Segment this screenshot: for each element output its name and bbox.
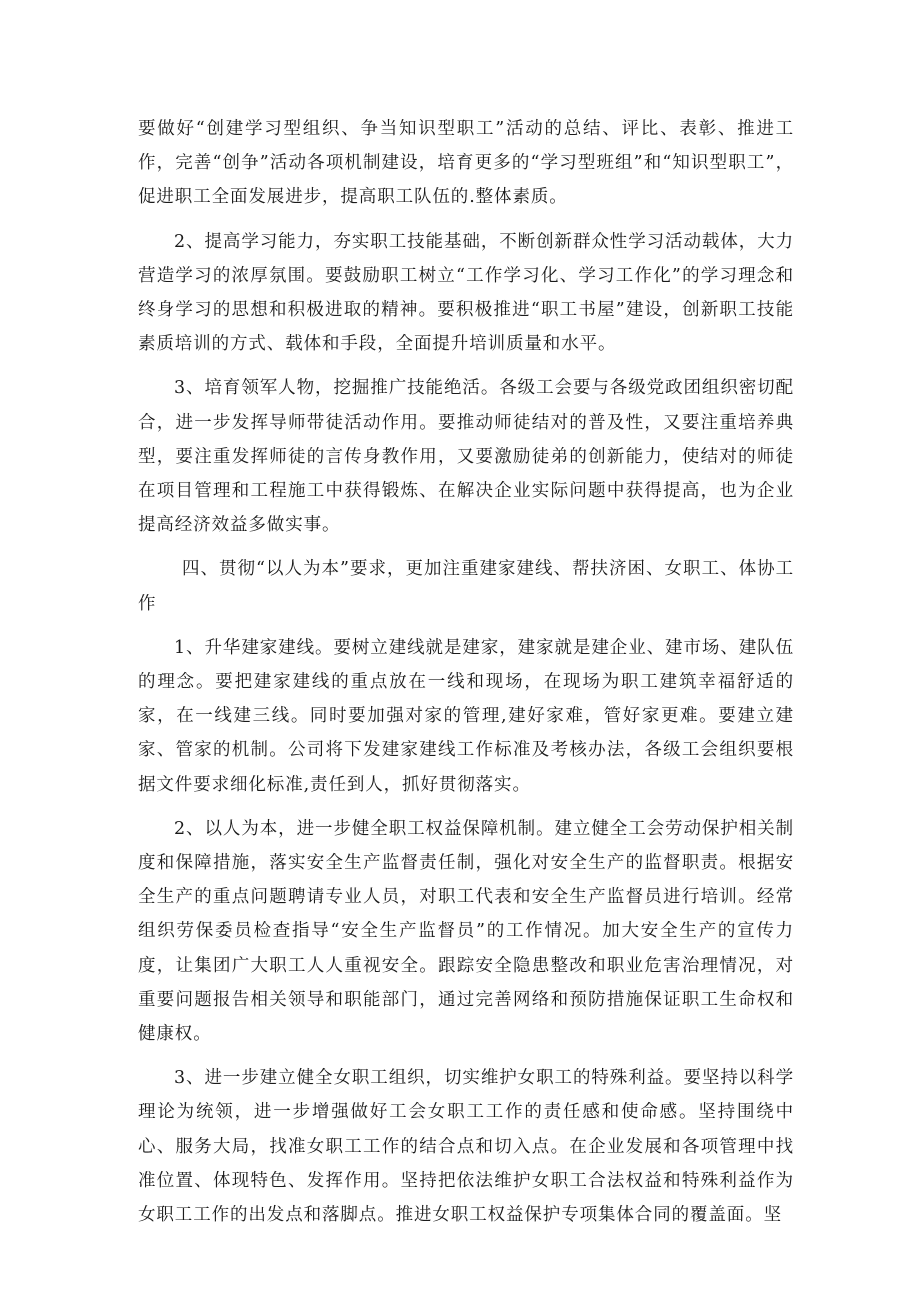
paragraph-women-workers: 3、进一步建立健全女职工组织，切实维护女职工的特殊利益。要坚持以科学理论为统领，进一步增强做好工会女职工工作的责任感和使命感。坚持围绕中心、服务大局，找准女职工工作的结合点和切入点。在企业发展和各项管理中找准位置、体现特色、发挥作用。坚持把依法维护女职工合法权益和特殊利益作为女职工工作的出发点和落脚点。推进女职工权益保护专项集体合同的覆盖面。坚 [138, 1068, 794, 1226]
paragraph-home-building: 1、升华建家建线。要树立建线就是建家，建家就是建企业、建市场、建队伍的理念。要把建家建线的重点放在一线和现场，在现场为职工建筑幸福舒适的家，在一线建三线。同时要加强对家的管理,建好家难，管好家更难。要建立建家、管家的机制。公司将下发建家建线工作标准及考核办法，各级工会组织要根据文件要求细化标准,责任到人，抓好贯彻落实。 [138, 637, 794, 795]
document-page [138, 112, 794, 1242]
section-heading-four: 四、贯彻“以人为本”要求，更加注重建家建线、帮扶济困、女职工、体协工作 [138, 559, 794, 614]
paragraph-rights-protection: 2、以人为本，进一步健全职工权益保障机制。建立健全工会劳动保护相关制度和保障措施，落实安全生产监督责任制，强化对安全生产的监督职责。根据安全生产的重点问题聘请专业人员，对职工代表和安全生产监督员进行培训。经常组织劳保委员检查指导“安全生产监督员”的工作情况。加大安全生产的宣传力度，让集团广大职工人人重视安全。跟踪安全隐患整改和职业危害治理情况，对重要问题报告相关领导和职能部门，通过完善网络和预防措施保证职工生命权和健康权。 [138, 818, 794, 1045]
paragraph-leading-figures: 3、培育领军人物，挖掘推广技能绝活。各级工会要与各级党政团组织密切配合，进一步发挥导师带徒活动作用。要推动师徒结对的普及性，又要注重培养典型，要注重发挥师徒的言传身教作用，又要激励徒弟的创新能力，使结对的师徒在项目管理和工程施工中获得锻炼、在解决企业实际问题中获得提高，也为企业提高经济效益多做实事。 [138, 378, 794, 536]
paragraph-summary-continuation: 要做好“创建学习型组织、争当知识型职工”活动的总结、评比、表彰、推进工作，完善“创争”活动各项机制建设，培育更多的“学习型班组”和“知识型职工”，促进职工全面发展进步，提高职工队伍的.整体素质。 [138, 119, 794, 208]
paragraph-learning-ability: 2、提高学习能力，夯实职工技能基础，不断创新群众性学习活动载体，大力营造学习的浓厚氛围。要鼓励职工树立“工作学习化、学习工作化”的学习理念和终身学习的思想和积极进取的精神。要积极推进“职工书屋”建设，创新职工技能素质培训的方式、载体和手段，全面提升培训质量和水平。 [138, 231, 794, 355]
